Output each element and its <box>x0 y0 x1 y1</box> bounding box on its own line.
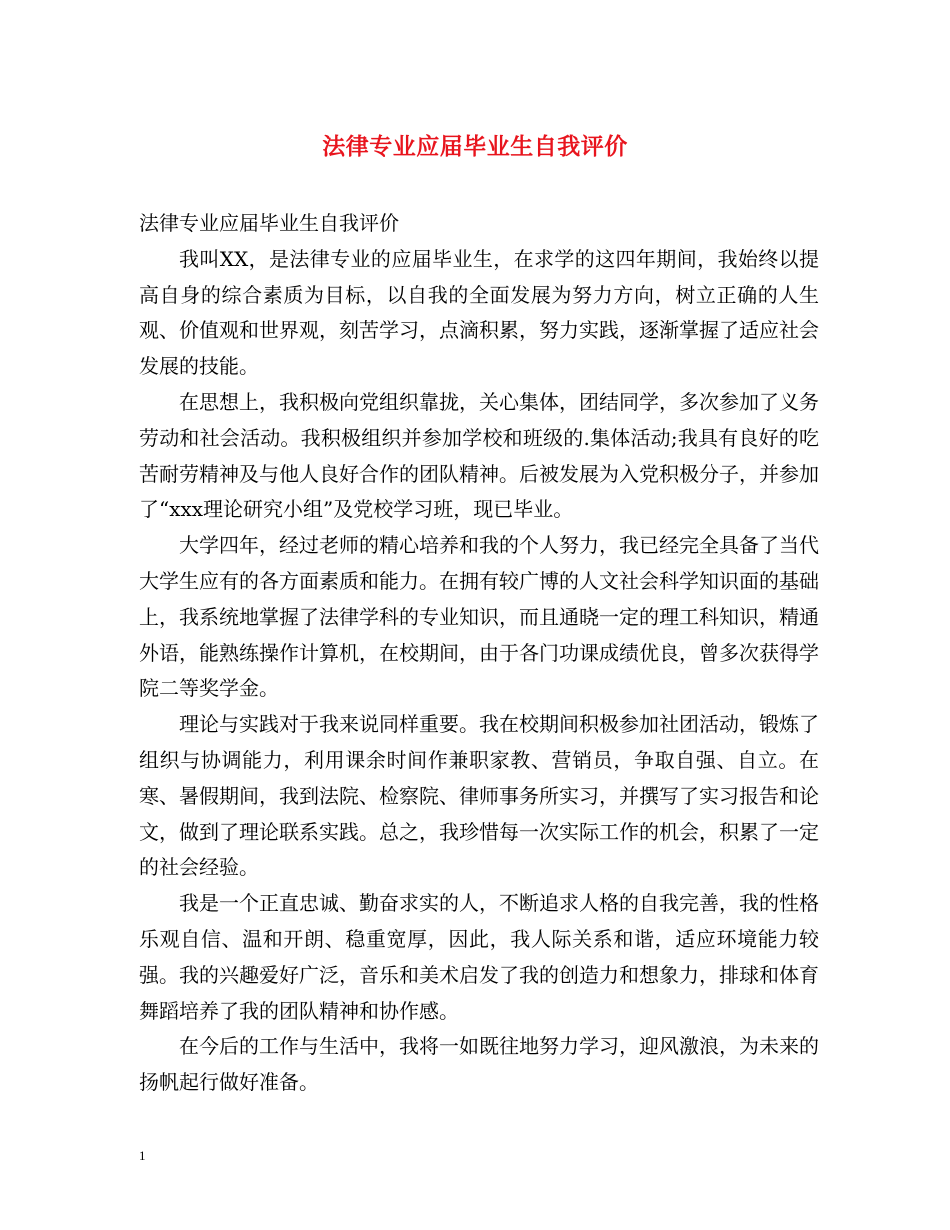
paragraph-study: 大学四年，经过老师的精心培养和我的个人努力，我已经完全具备了当代大学生应有的各方面素质和能力。在拥有较广博的人文社会科学知识面的基础上，我系统地掌握了法律学科的专业知识，而且通晓一定的理工科知识，精通外语，能熟练操作计算机，在校期间，由于各门功课成绩优良，曾多次获得学院二等奖学金。 <box>139 533 819 701</box>
document-body <box>139 206 819 1101</box>
paragraph-character: 我是一个正直忠诚、勤奋求实的人，不断追求人格的自我完善，我的性格乐观自信、温和开朗、稳重宽厚，因此，我人际关系和谐，适应环境能力较强。我的兴趣爱好广泛，音乐和美术启发了我的创造力和想象力，排球和体育舞蹈培养了我的团队精神和协作感。 <box>139 891 819 1023</box>
paragraph-practice: 理论与实践对于我来说同样重要。我在校期间积极参加社团活动，锻炼了组织与协调能力，利用课余时间作兼职家教、营销员，争取自强、自立。在寒、暑假期间，我到法院、检察院、律师事务所实习，并撰写了实习报告和论文，做到了理论联系实践。总之，我珍惜每一次实际工作的机会，积累了一定的社会经验。 <box>139 712 819 880</box>
paragraph-intro: 我叫XX，是法律专业的应届毕业生，在求学的这四年期间，我始终以提高自身的综合素质为目标，以自我的全面发展为努力方向，树立正确的人生观、价值观和世界观，刻苦学习，点滴积累，努力实践，逐渐掌握了适应社会发展的技能。 <box>139 246 819 379</box>
document-title: 法律专业应届毕业生自我评价 <box>322 134 628 160</box>
paragraph-ideology: 在思想上，我积极向党组织靠拢，关心集体，团结同学，多次参加了义务劳动和社会活动。我积极组织并参加学校和班级的.集体活动;我具有良好的吃苦耐劳精神及与他人良好合作的团队精神。后被发展为入党积极分子，并参加了“xxx理论研究小组”及党校学习班，现已毕业。 <box>139 389 819 522</box>
page-number: 1 <box>139 1148 146 1163</box>
paragraph-outlook: 在今后的工作与生活中，我将一如既往地努力学习，迎风激浪，为未来的扬帆起行做好准备。 <box>139 1034 819 1095</box>
document-subtitle: 法律专业应届毕业生自我评价 <box>139 211 399 235</box>
